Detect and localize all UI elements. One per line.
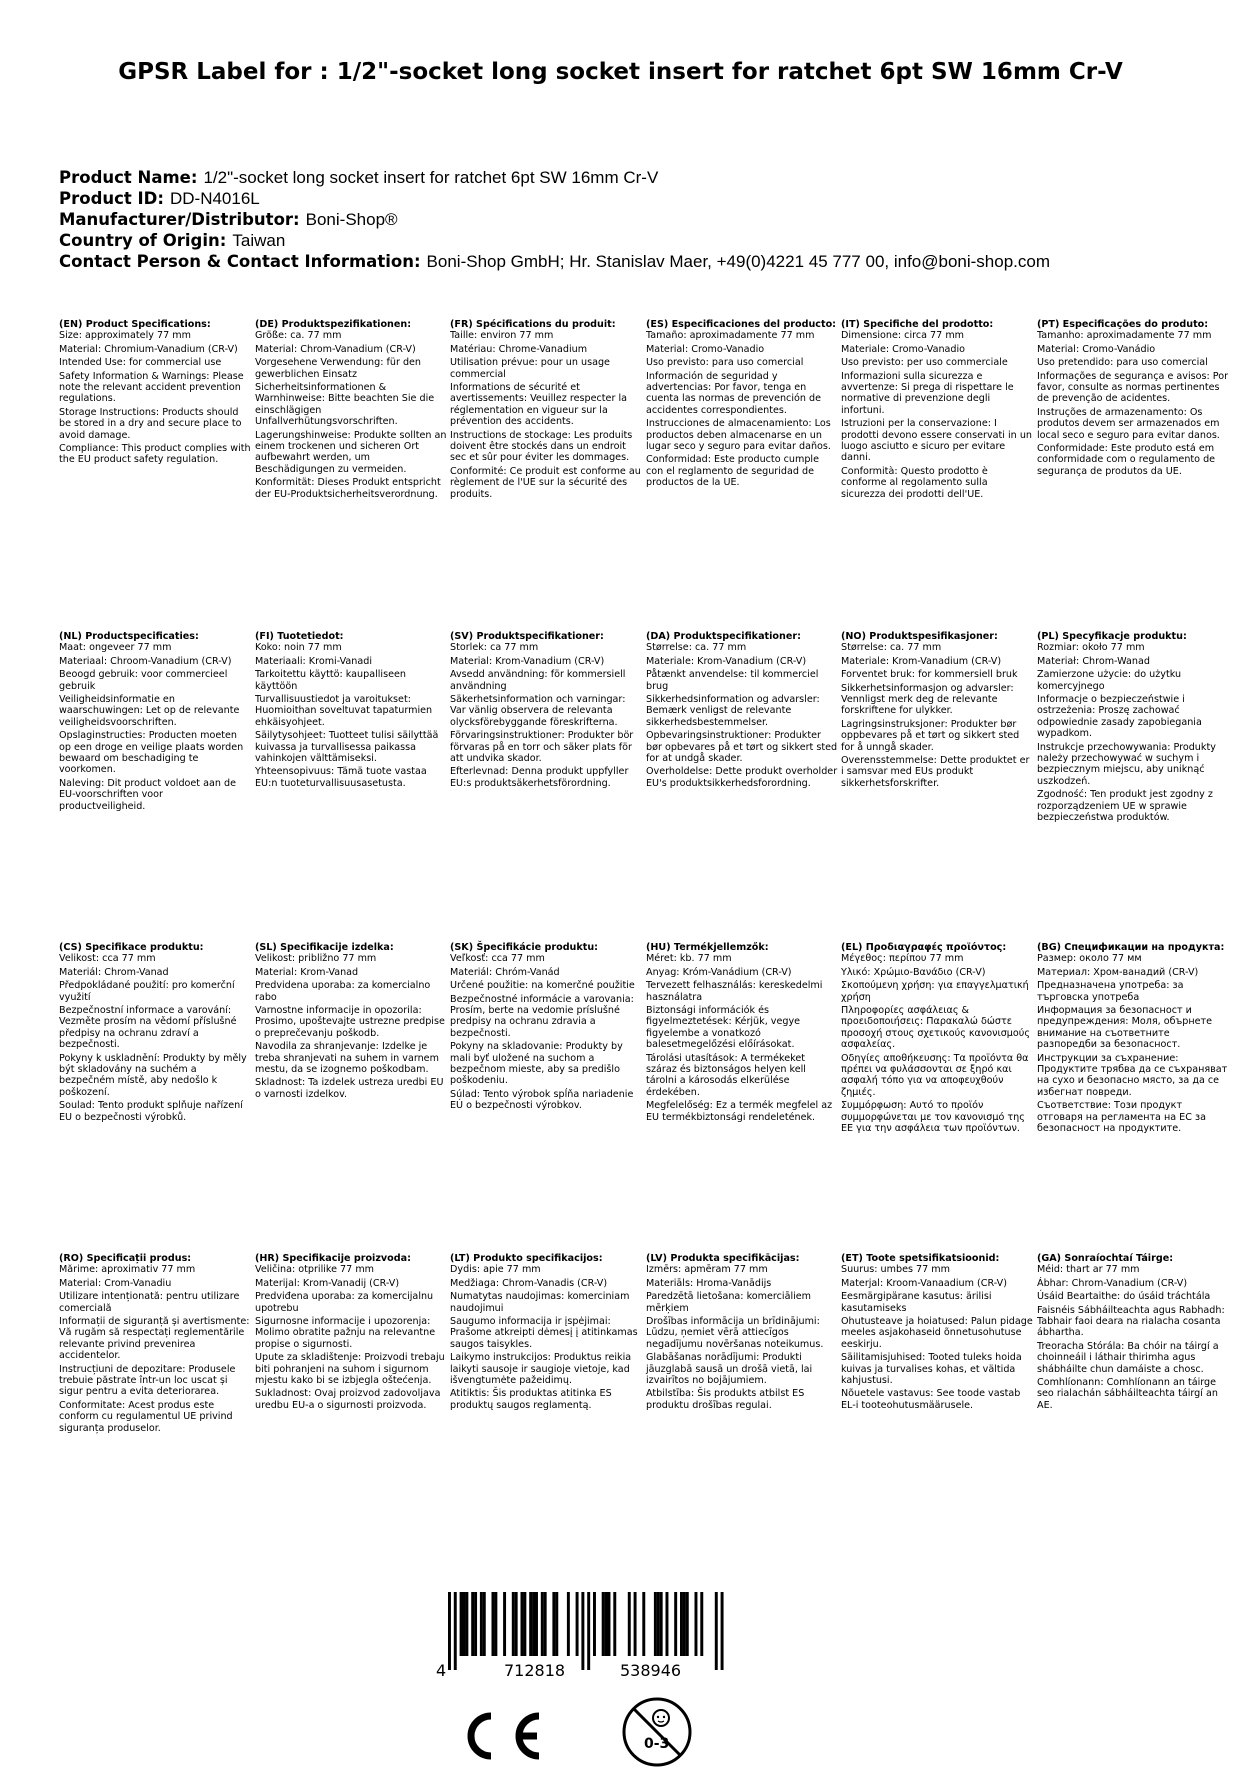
spec-line: Υλικό: Χρώμιο-Βανάδιο (CR-V) xyxy=(841,966,986,978)
barcode-bar xyxy=(483,1592,486,1656)
manufacturer-label: Manufacturer/Distributor: xyxy=(59,210,300,229)
spec-line: Rozmiar: około 77 mm xyxy=(1037,642,1145,654)
spec-line: Předpokládané použití: pro komerční využití xyxy=(59,980,235,1003)
barcode-bar xyxy=(463,1592,466,1656)
spec-line: Materiaali: Kromi-Vanadi xyxy=(255,655,373,667)
spec-block xyxy=(255,319,447,502)
spec-line: Sigurnosne informacije i upozorenja: Molimo obratite pažnju na relevantne propise o sigurnosti. xyxy=(255,1316,436,1350)
barcode-bar xyxy=(695,1592,698,1656)
barcode-bar xyxy=(471,1592,474,1656)
spec-line: Efterlevnad: Denna produkt uppfyller EU:s produktsäkerhetsförordning. xyxy=(450,766,629,789)
barcode-bar xyxy=(529,1592,532,1656)
spec-block xyxy=(255,1253,447,1413)
manufacturer-value: Boni-Shop® xyxy=(305,210,398,229)
barcode-bar xyxy=(474,1592,477,1656)
spec-line: Saugumo informacija ir įspėjimai: Prašome atkreipti dėmesį į atitinkamas saugos taisykles. xyxy=(450,1316,638,1350)
spec-block xyxy=(646,631,838,791)
spec-line: Material: Cromo-Vanádio xyxy=(1037,343,1156,355)
spec-line: Conformitate: Acest produs este conform cu regulamentul UE privind siguranța produselor. xyxy=(59,1399,233,1434)
spec-line: Instructions de stockage: Les produits doivent être stockés dans un endroit sec et sûr pour éviter les dommages. xyxy=(450,429,633,464)
barcode-bar xyxy=(494,1592,497,1656)
barcode-bar xyxy=(541,1592,544,1656)
barcode-lead-digit: 4 xyxy=(436,1661,447,1680)
barcode-bar xyxy=(535,1592,538,1656)
spec-line: Compliance: This product complies with the EU product safety regulation. xyxy=(59,443,251,466)
spec-block xyxy=(450,319,642,502)
spec-heading: (SK) Špecifikácie produktu: xyxy=(450,942,599,953)
spec-line: Avsedd användning: för kommersiell användning xyxy=(450,669,626,692)
spec-line: Eesmärgipärane kasutus: ärilisi kasutamiseks xyxy=(841,1291,992,1314)
spec-block xyxy=(841,942,1033,1137)
spec-line: Opslaginstructies: Producten moeten op een droge en veilige plaats worden bewaard om beschadiging te voorkomen. xyxy=(59,730,244,776)
spec-block xyxy=(1037,319,1229,479)
barcode-bar xyxy=(523,1592,526,1656)
spec-heading: (RO) Specificații produs: xyxy=(59,1253,192,1264)
spec-block xyxy=(1037,942,1229,1137)
spec-line: Naleving: Dit product voldoet aan de EU-voorschriften voor productveiligheid. xyxy=(59,777,236,812)
spec-line: Size: approximately 77 mm xyxy=(59,330,191,342)
spec-line: Treoracha Stórála: Ba chóir na táirgí a choinneáil i láthair thirimha agus shábháilte chun damáiste a chosc. xyxy=(1037,1340,1219,1375)
spec-heading: (SL) Specifikacije izdelka: xyxy=(255,942,394,953)
barcode-bar xyxy=(448,1592,451,1670)
spec-block xyxy=(646,1253,838,1413)
spec-block xyxy=(450,631,642,791)
spec-block xyxy=(59,942,251,1125)
barcode-bar xyxy=(613,1592,616,1656)
spec-line: Material: Crom-Vanadiu xyxy=(59,1277,172,1289)
spec-line: Ohutusteave ja hoiatused: Palun pidage meeles asjakohaseid õnnetusohutuse eeskirju. xyxy=(841,1316,1033,1350)
spec-heading: (CS) Specifikace produktu: xyxy=(59,942,204,953)
product-name-row xyxy=(59,167,1209,188)
spec-line: Material: Cromo-Vanadio xyxy=(646,343,765,355)
barcode-bar xyxy=(657,1592,660,1656)
spec-heading: (NL) Productspecificaties: xyxy=(59,631,199,642)
spec-line: Comhlíonann: Comhlíonann an táirge seo rialachán sábháilteachta táirgí an AE. xyxy=(1037,1377,1218,1411)
spec-line: Overensstemmelse: Dette produktet er i samsvar med EUs produkt sikkerhetsforskrifter. xyxy=(841,755,1030,789)
barcode-bar xyxy=(503,1592,506,1656)
barcode-bar xyxy=(674,1592,677,1656)
spec-line: Съответствие: Този продукт отговаря на регламента на ЕС за безопасност на продуктите. xyxy=(1037,1100,1206,1135)
spec-line: Méret: kb. 77 mm xyxy=(646,953,732,965)
spec-line: Uso previsto: per uso commerciale xyxy=(841,357,1008,369)
spec-line: Materiale: Cromo-Vanadio xyxy=(841,343,966,355)
not-for-children-0-3-icon xyxy=(621,1696,693,1768)
spec-line: Σκοπούμενη χρήση: για επαγγελματική χρήση xyxy=(841,980,1029,1003)
spec-line: Mărime: aproximativ 77 mm xyxy=(59,1264,196,1276)
barcode-bar xyxy=(581,1592,584,1670)
spec-heading: (PT) Especificações do produto: xyxy=(1037,319,1209,330)
spec-line: Beoogd gebruik: voor commercieel gebruik xyxy=(59,669,228,692)
manufacturer-row xyxy=(59,209,1209,230)
barcode-bar xyxy=(515,1592,518,1656)
spec-block xyxy=(255,631,447,791)
spec-line: Drošības informācija un brīdinājumi: Lūdzu, ņemiet vērā attiecīgos negadījumu novēršanas noteikumus. xyxy=(646,1316,824,1350)
spec-heading: (DA) Produktspecifikationer: xyxy=(646,631,801,642)
product-id-value: DD-N4016L xyxy=(169,189,260,208)
spec-line: Numatytas naudojimas: komerciniam naudojimui xyxy=(450,1291,630,1314)
spec-line: Instruções de armazenamento: Os produtos devem ser armazenados em local seco e seguro para evitar danos. xyxy=(1037,406,1220,441)
spec-line: Anyag: Króm-Vanádium (CR-V) xyxy=(646,966,792,978)
spec-line: Materiale: Krom-Vanadium (CR-V) xyxy=(841,655,1002,667)
spec-line: Materiale: Krom-Vanadium (CR-V) xyxy=(646,655,807,667)
spec-line: Säkerhetsinformation och varningar: Var vänlig observera de relevanta olycksförebyggande föreskrifterna. xyxy=(450,694,626,728)
origin-label: Country of Origin: xyxy=(59,231,227,250)
spec-line: Yhteensopivuus: Tämä tuote vastaa EU:n tuoteturvallisuusasetusta. xyxy=(255,766,427,789)
barcode-bar xyxy=(683,1592,686,1656)
spec-line: Tamanho: aproximadamente 77 mm xyxy=(1037,330,1212,342)
spec-line: Matériau: Chrome-Vanadium xyxy=(450,343,588,355)
spec-line: Utilizare intenționată: pentru utilizare comercială xyxy=(59,1291,240,1314)
spec-heading: (HU) Termékjellemzők: xyxy=(646,942,769,953)
product-id-label: Product ID: xyxy=(59,189,164,208)
spec-line: Συμμόρφωση: Αυτό το προϊόν συμμορφώνεται με τον κανονισμό της ΕΕ για την ασφάλεια των προϊόντων. xyxy=(841,1100,1025,1135)
product-info xyxy=(59,167,1209,272)
spec-line: Koko: noin 77 mm xyxy=(255,642,342,654)
spec-line: Upute za skladištenje: Proizvodi trebaju biti pohranjeni na suhom i sigurnom mjestu kako bi se izbjegla oštećenja. xyxy=(255,1352,445,1387)
spec-line: Dimensione: circa 77 mm xyxy=(841,330,965,342)
spec-line: Laikymo instrukcijos: Produktus reikia laikyti sausoje ir saugioje vietoje, kad išvengtumėte pažeidimų. xyxy=(450,1352,632,1387)
barcode-bar xyxy=(602,1592,605,1656)
spec-heading: (HR) Specifikacije proizvoda: xyxy=(255,1253,411,1264)
product-name-label: Product Name: xyxy=(59,168,198,187)
barcode-bar xyxy=(544,1592,547,1656)
spec-line: Vorgesehene Verwendung: für den gewerblichen Einsatz xyxy=(255,357,422,380)
spec-line: Μέγεθος: περίπου 77 mm xyxy=(841,953,964,965)
barcode-bar xyxy=(608,1592,611,1656)
spec-line: Atbilstība: Šis produkts atbilst ES produktu drošības regulai. xyxy=(646,1388,805,1411)
spec-line: Opbevaringsinstruktioner: Produkter bør opbevares på et tørt og sikkert sted for at undgå skader. xyxy=(646,730,838,765)
barcode xyxy=(436,1592,742,1676)
spec-line: Konformität: Dieses Produkt entspricht der EU-Produktsicherheitsverordnung. xyxy=(255,477,441,500)
spec-line: Tarkoitettu käyttö: kaupalliseen käyttöön xyxy=(255,669,406,692)
barcode-bar xyxy=(521,1592,524,1656)
spec-line: Súlad: Tento výrobok spĺňa nariadenie EÚ o bezpečnosti výrobkov. xyxy=(450,1088,634,1112)
spec-heading: (EL) Προδιαγραφές προϊόντος: xyxy=(841,942,1007,953)
spec-line: Zgodność: Ten produkt jest zgodny z rozporządzeniem UE w sprawie bezpieczeństwa produktów. xyxy=(1037,789,1213,824)
spec-line: Förvaringsinstruktioner: Produkter bör förvaras på en torr och säker plats för att undvika skador. xyxy=(450,730,634,765)
barcode-bar xyxy=(686,1592,689,1656)
spec-heading: (SV) Produktspecifikationer: xyxy=(450,631,604,642)
spec-line: Materijal: Krom-Vanadij (CR-V) xyxy=(255,1277,400,1289)
spec-heading: (DE) Produktspezifikationen: xyxy=(255,319,412,330)
spec-line: Bezpečnostné informácie a varovania: Prosím, berte na vedomie príslušné predpisy na ochranu zdravia a bezpečnosti. xyxy=(450,993,634,1039)
barcode-bar xyxy=(605,1592,608,1656)
spec-line: Informazioni sulla sicurezza e avvertenze: Si prega di rispettare le normative di prevenzione degli infortuni. xyxy=(841,370,1014,416)
spec-heading: (NO) Produktspesifikasjoner: xyxy=(841,631,998,642)
spec-block xyxy=(59,319,251,468)
spec-line: Размер: около 77 мм xyxy=(1037,953,1142,965)
spec-line: Sikkerhedsinformation og advarsler: Bemærk venligst de relevante sikkerhedsbestemmelser. xyxy=(646,694,820,728)
spec-line: Материал: Хром-ванадий (CR-V) xyxy=(1037,966,1199,978)
spec-line: Информация за безопасност и предупреждения: Моля, обърнете внимание на съответните разпоредби за безопасност. xyxy=(1037,1005,1213,1051)
spec-block xyxy=(59,631,251,814)
spec-line: Πληροφορίες ασφάλειας & προειδοποιήσεις: Παρακαλώ δώστε προσοχή στους σχετικούς κανονισμούς ασφαλείας. xyxy=(841,1005,1030,1051)
spec-line: Pokyny na skladovanie: Produkty by mali byť uložené na suchom a bezpečnom mieste, aby sa predišlo poškodeniu. xyxy=(450,1041,623,1087)
spec-line: Predvidena uporaba: za komercialno rabo xyxy=(255,980,431,1003)
spec-line: Säilitamisjuhised: Tooted tuleks hoida kuivas ja turvalises kohas, et vältida kahjustusi. xyxy=(841,1352,1022,1387)
spec-line: Dydis: apie 77 mm xyxy=(450,1264,541,1276)
barcode-bar xyxy=(660,1592,663,1656)
spec-line: Lagerungshinweise: Produkte sollten an einem trockenen und sicheren Ort aufbewahrt werden, um Beschädigungen zu vermeiden. xyxy=(255,429,447,475)
barcode-bar xyxy=(715,1592,718,1670)
spec-line: Utilisation prévue: pour un usage commercial xyxy=(450,357,610,380)
spec-block xyxy=(646,319,838,491)
spec-line: Safety Information & Warnings: Please note the relevant accident prevention regulations. xyxy=(59,370,244,405)
spec-line: Veľkosť: cca 77 mm xyxy=(450,953,545,965)
spec-heading: (EN) Product Specifications: xyxy=(59,319,211,330)
barcode-right-digits: 538946 xyxy=(620,1661,682,1680)
spec-block xyxy=(59,1253,251,1436)
spec-line: Skladnost: Ta izdelek ustreza uredbi EU o varnosti izdelkov. xyxy=(255,1077,444,1100)
spec-line: Materiaal: Chroom-Vanadium (CR-V) xyxy=(59,655,232,667)
spec-heading: (GA) Sonraíochtaí Táirge: xyxy=(1037,1253,1174,1264)
spec-line: Biztonsági információk és figyelmeztetések: Kérjük, vegye figyelembe a vonatkozó balesetmegelőzési előírásokat. xyxy=(646,1005,801,1051)
spec-line: Lagringsinstruksjoner: Produkter bør oppbevares på et tørt og sikkert sted for å unngå skader. xyxy=(841,718,1020,753)
spec-line: Säilytysohjeet: Tuotteet tulisi säilyttää kuivassa ja turvallisessa paikassa vahinkojen välttämiseksi. xyxy=(255,730,439,765)
spec-line: Istruzioni per la conservazione: I prodotti devono essere conservati in un luogo asciutto e sicuro per evitare danni. xyxy=(841,418,1032,464)
spec-line: Materiał: Chrom-Wanad xyxy=(1037,655,1150,667)
spec-line: Información de seguridad y advertencias: Por favor, tenga en cuenta las normas de prevención de accidentes correspondientes. xyxy=(646,370,821,416)
spec-line: Tervezett felhasználás: kereskedelmi használatra xyxy=(646,980,823,1003)
spec-line: Bezpečnostní informace a varování: Vezměte prosím na vědomí příslušné předpisy na ochranu zdraví a bezpečnosti. xyxy=(59,1005,237,1051)
spec-line: Инструкции за съхранение: Продуктите трябва да се съхраняват на сухо и безопасно място, за да се избегнат повреди. xyxy=(1037,1052,1228,1098)
spec-line: Méid: thart ar 77 mm xyxy=(1037,1264,1140,1276)
spec-line: Izmērs: apmēram 77 mm xyxy=(646,1264,768,1276)
spec-line: Sicherheitsinformationen & Warnhinweise: Bitte beachten Sie die einschlägigen Unfallverhütungsvorschriften. xyxy=(255,382,435,428)
spec-line: Pokyny k uskladnění: Produkty by měly být skladovány na suchém a bezpečném místě, aby nedošlo k poškození. xyxy=(59,1052,247,1098)
spec-block xyxy=(450,942,642,1114)
barcode-bar xyxy=(587,1592,590,1670)
spec-line: Material: Krom-Vanadium (CR-V) xyxy=(450,655,605,667)
spec-line: Conformidade: Este produto está em conformidade com o regulamento de segurança de produtos da UE. xyxy=(1037,443,1216,477)
barcode-bar xyxy=(512,1592,515,1656)
spec-line: Storlek: ca 77 mm xyxy=(450,642,539,654)
spec-line: Informații de siguranță și avertismente: Vă rugăm să respectați reglementările relevante privind prevenirea accidentelor. xyxy=(59,1316,250,1362)
spec-line: Intended Use: for commercial use xyxy=(59,357,222,369)
barcode-left-digits: 712818 xyxy=(504,1661,566,1680)
spec-line: Úsáid Beartaithe: do úsáid tráchtála xyxy=(1037,1291,1211,1303)
spec-block xyxy=(1037,1253,1229,1413)
contact-label: Contact Person & Contact Information: xyxy=(59,252,421,271)
page-title: GPSR Label for : 1/2"-socket long socket insert for ratchet 6pt SW 16mm Cr-V xyxy=(118,59,1123,85)
spec-line: Uso previsto: para uso comercial xyxy=(646,357,804,369)
spec-line: Soulad: Tento produkt splňuje nařízení EU o bezpečnosti výrobků. xyxy=(59,1100,243,1123)
barcode-bar xyxy=(628,1592,631,1656)
spec-line: Ábhar: Chrom-Vanadium (CR-V) xyxy=(1037,1277,1188,1289)
spec-line: Größe: ca. 77 mm xyxy=(255,330,342,342)
spec-line: Størrelse: ca. 77 mm xyxy=(841,642,942,654)
origin-value: Taiwan xyxy=(232,231,286,250)
spec-line: Sukladnost: Ovaj proizvod zadovoljava uredbu EU-a o sigurnosti proizvoda. xyxy=(255,1388,441,1411)
spec-heading: (LT) Produkto specifikacijos: xyxy=(450,1253,603,1264)
barcode-bar xyxy=(593,1592,596,1656)
spec-heading: (FR) Spécifications du produit: xyxy=(450,319,616,330)
spec-block xyxy=(1037,631,1229,826)
spec-line: Zamierzone użycie: do użytku komercyjnego xyxy=(1037,669,1182,692)
spec-line: Nõuetele vastavus: See toode vastab EL-i tooteohutusmäärusele. xyxy=(841,1388,1021,1411)
spec-line: Forventet bruk: for kommersiell bruk xyxy=(841,669,1018,681)
spec-line: Material: Krom-Vanad xyxy=(255,966,359,978)
spec-line: Conformità: Questo prodotto è conforme al regolamento sulla sicurezza dei prodotti dell'UE. xyxy=(841,465,988,500)
spec-line: Predviđena uporaba: za komercijalnu upotrebu xyxy=(255,1291,434,1314)
barcode-bar xyxy=(634,1592,637,1656)
spec-line: Uso pretendido: para uso comercial xyxy=(1037,357,1208,369)
spec-line: Navodila za shranjevanje: Izdelke je treba shranjevati na suhem in varnem mestu, da se izognemo poškodbam. xyxy=(255,1041,439,1076)
spec-block xyxy=(646,942,838,1125)
spec-line: Størrelse: ca. 77 mm xyxy=(646,642,747,654)
product-id-row xyxy=(59,188,1209,209)
spec-line: Atitiktis: Šis produktas atitinka ES produktų saugos reglamentą. xyxy=(450,1388,612,1411)
spec-line: Glabāšanas norādījumi: Produkti jāuzglabā sausā un drošā vietā, lai izvairītos no bojājumiem. xyxy=(646,1352,813,1387)
spec-line: Conformidad: Este producto cumple con el reglamento de seguridad de productos de la UE. xyxy=(646,454,819,489)
spec-line: Materiál: Chrom-Vanad xyxy=(59,966,169,978)
barcode-bar xyxy=(721,1592,724,1670)
spec-line: Informações de segurança e avisos: Por favor, consulte as normas pertinentes de prevenção de acidentes. xyxy=(1037,370,1229,405)
barcode-bar xyxy=(532,1592,535,1656)
spec-heading: (LV) Produkta specifikācijas: xyxy=(646,1253,800,1264)
spec-heading: (ES) Especificaciones del producto: xyxy=(646,319,837,330)
spec-line: Οδηγίες αποθήκευσης: Τα προϊόντα θα πρέπει να φυλάσσονται σε ξηρό και ασφαλή τόπο για να αποφευχθούν ζημιές. xyxy=(841,1052,1029,1098)
spec-line: Suurus: umbes 77 mm xyxy=(841,1264,950,1276)
barcode-bar xyxy=(465,1592,468,1656)
spec-line: Velikost: približno 77 mm xyxy=(255,953,377,965)
spec-block xyxy=(255,942,447,1102)
spec-block xyxy=(841,319,1033,502)
barcode-bar xyxy=(642,1592,645,1656)
spec-line: Určené použitie: na komerčné použitie xyxy=(450,980,635,992)
spec-line: Maat: ongeveer 77 mm xyxy=(59,642,172,654)
spec-line: Informations de sécurité et avertissements: Veuillez respecter la réglementation en vigueur sur la prévention des accidents. xyxy=(450,382,627,428)
age-range-text: 0-3 xyxy=(644,1736,670,1752)
spec-line: Instrucciones de almacenamiento: Los productos deben almacenarse en un lugar seco y seguro para evitar daños. xyxy=(646,418,831,453)
spec-line: Material: Chromium-Vanadium (CR-V) xyxy=(59,343,238,355)
barcode-bar xyxy=(492,1592,495,1656)
spec-line: Materjal: Kroom-Vanaadium (CR-V) xyxy=(841,1277,1007,1289)
contact-row xyxy=(59,251,1209,272)
barcode-bar xyxy=(555,1592,558,1656)
barcode-bar xyxy=(576,1592,579,1656)
spec-line: Velikost: cca 77 mm xyxy=(59,953,156,965)
spec-line: Informacje o bezpieczeństwie i ostrzeżenia: Proszę zachować odpowiednie zasady zapobiegania wypadkom. xyxy=(1037,694,1202,740)
barcode-bar xyxy=(700,1592,703,1656)
spec-line: Sikkerhetsinformasjon og advarsler: Vennligst merk deg de relevante forskriftene for ulykker. xyxy=(841,682,1014,717)
spec-block xyxy=(841,1253,1033,1413)
spec-line: Veličina: otprilike 77 mm xyxy=(255,1264,375,1276)
barcode-bar xyxy=(552,1592,555,1656)
spec-line: Materiāls: Hroma-Vanādijs xyxy=(646,1277,772,1289)
spec-line: Varnostne informacije in opozorila: Prosimo, upoštevajte ustrezne predpise o preprečevanju poškodb. xyxy=(255,1005,445,1039)
spec-line: Storage Instructions: Products should be stored in a dry and secure place to avoid damage. xyxy=(59,406,242,441)
spec-heading: (IT) Specifiche del prodotto: xyxy=(841,319,994,330)
spec-line: Medžiaga: Chrom-Vanadis (CR-V) xyxy=(450,1277,608,1289)
spec-line: Tárolási utasítások: A termékeket száraz és biztonságos helyen kell tárolni a károsodás elkerülése érdekében. xyxy=(646,1052,806,1098)
barcode-bar xyxy=(680,1592,683,1656)
barcode-bar xyxy=(454,1592,457,1670)
spec-line: Megfelelőség: Ez a termék megfelel az EU termékbiztonsági rendeletének. xyxy=(646,1100,833,1123)
spec-block xyxy=(450,1253,642,1413)
product-name-value: 1/2"-socket long socket insert for ratchet 6pt SW 16mm Cr-V xyxy=(203,168,659,187)
spec-heading: (ET) Toote spetsifikatsioonid: xyxy=(841,1253,1000,1264)
spec-line: Materiál: Chróm-Vanád xyxy=(450,966,560,978)
ce-mark-icon xyxy=(451,1712,543,1760)
spec-line: Instrukcje przechowywania: Produkty należy przechowywać w suchym i bezpiecznym miejscu, aby uniknąć uszkodzeń. xyxy=(1037,741,1216,787)
barcode-bar xyxy=(654,1592,657,1656)
contact-value: Boni-Shop GmbH; Hr. Stanislav Maer, +49(0)4221 45 777 00, info@boni-shop.com xyxy=(426,252,1051,271)
spec-heading: (BG) Спецификации на продукта: xyxy=(1037,942,1225,953)
barcode-bar xyxy=(567,1592,570,1656)
spec-line: Veiligheidsinformatie en waarschuwingen: Let op de relevante veiligheidsvoorschriften. xyxy=(59,694,240,728)
spec-block xyxy=(841,631,1033,791)
spec-line: Paredzētā lietošana: komerciāliem mērķiem xyxy=(646,1291,812,1314)
spec-line: Tamaño: aproximadamente 77 mm xyxy=(646,330,815,342)
spec-line: Overholdelse: Dette produkt overholder EU's produktsikkerhedsforordning. xyxy=(646,766,838,789)
spec-heading: (FI) Tuotetiedot: xyxy=(255,631,344,642)
spec-heading: (PL) Specyfikacje produktu: xyxy=(1037,631,1187,642)
origin-row xyxy=(59,230,1209,251)
spec-line: Taille: environ 77 mm xyxy=(450,330,554,342)
spec-line: Предназначена употреба: за търговска употреба xyxy=(1037,980,1184,1003)
barcode-bar xyxy=(480,1592,483,1656)
spec-line: Turvallisuustiedot ja varoitukset: Huomioithan soveltuvat tapaturmien ehkäisyohjeet. xyxy=(255,694,433,728)
barcode-bar xyxy=(666,1592,669,1656)
spec-line: Instrucțiuni de depozitare: Produsele trebuie păstrate într-un loc uscat și sigur pentru a evita deteriorarea. xyxy=(59,1363,236,1398)
spec-line: Faisnéis Sábháilteachta agus Rabhadh: Tabhair faoi deara na rialacha cosanta ábhartha. xyxy=(1037,1304,1225,1339)
spec-line: Conformité: Ce produit est conforme au règlement de l'UE sur la sécurité des produits. xyxy=(450,465,641,500)
spec-line: Påtænkt anvendelse: til kommerciel brug xyxy=(646,669,819,692)
barcode-bar xyxy=(460,1592,463,1656)
spec-line: Material: Chrom-Vanadium (CR-V) xyxy=(255,343,416,355)
